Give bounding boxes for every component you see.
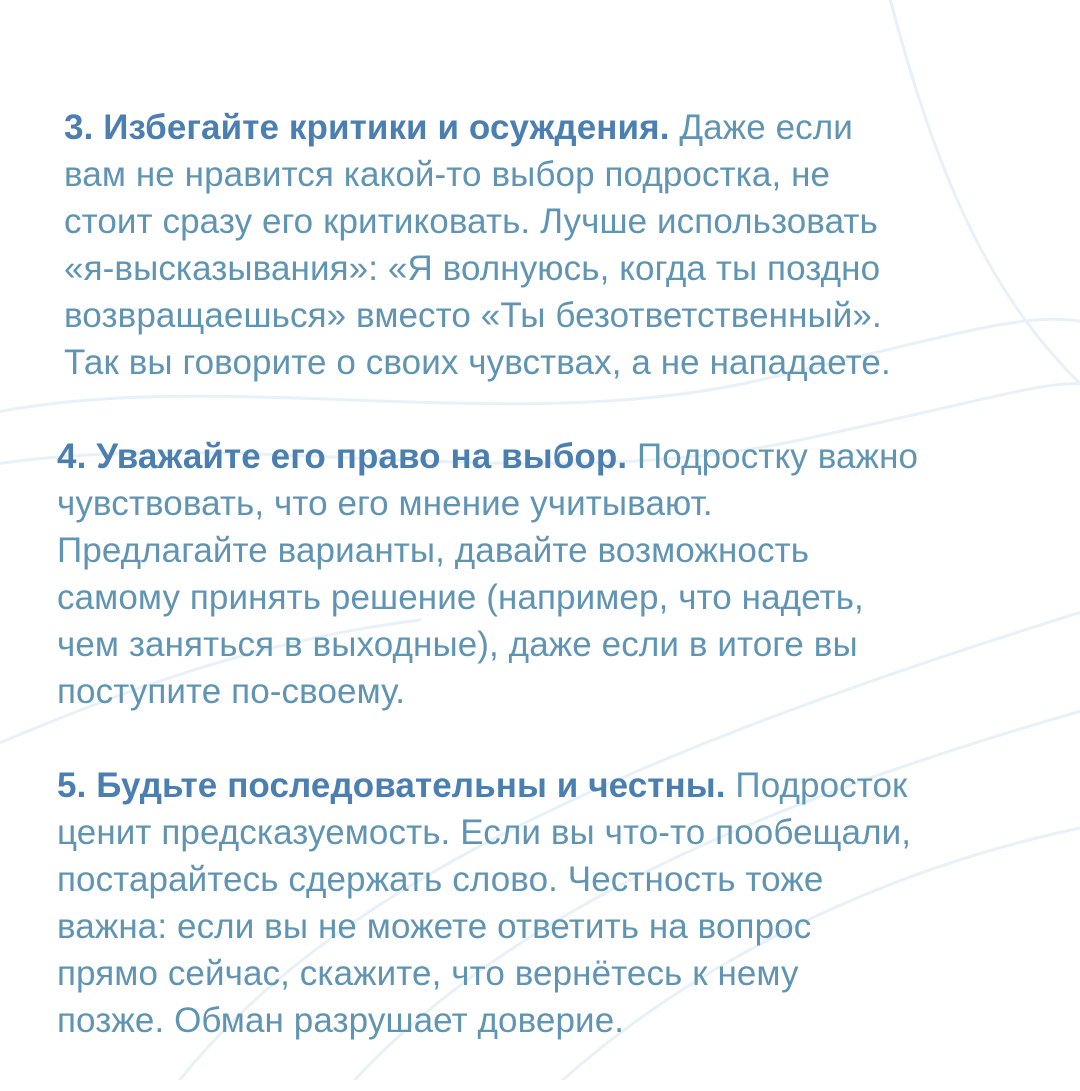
- tip-text: Подросток: [725, 766, 908, 805]
- tip-text-line: самому принять решение (например, что надеть,: [57, 578, 864, 617]
- tip-text-line: возвращаешься» вместо «Ты безответственный».: [64, 296, 882, 335]
- tip-heading: 4. Уважайте его право на выбор.: [57, 437, 628, 476]
- tip-text-line: важна: если вы не можете ответить на вопрос: [57, 907, 812, 946]
- tip-first-line: [64, 104, 1047, 151]
- tip-text-line: Предлагайте варианты, давайте возможность: [57, 531, 810, 570]
- tip-first-line: [57, 762, 1047, 809]
- article-content: [57, 104, 1047, 1091]
- tip-text-line: Так вы говорите о своих чувствах, а не нападаете.: [64, 343, 891, 382]
- tip-4: [57, 433, 1047, 715]
- tip-heading: 5. Будьте последовательны и честны.: [57, 766, 726, 805]
- tip-text-line: постарайтесь сдержать слово. Честность тоже: [57, 860, 824, 899]
- tip-text-line: чем заняться в выходные), даже если в итоге вы: [57, 625, 858, 664]
- tip-text-line: прямо сейчас, скажите, что вернётесь к нему: [57, 954, 799, 993]
- tip-text-line: «я-высказывания»: «Я волнуюсь, когда ты поздно: [64, 249, 881, 288]
- tip-first-line: [57, 433, 1047, 480]
- tip-5: [57, 762, 1047, 1044]
- tip-text-line: ценит предсказуемость. Если вы что-то пообещали,: [57, 813, 912, 852]
- tip-text-line: чувствовать, что его мнение учитывают.: [57, 484, 713, 523]
- tip-text-line: поступите по-своему.: [57, 672, 406, 711]
- tip-text-line: вам не нравится какой-то выбор подростка, не: [64, 155, 831, 194]
- tip-heading: 3. Избегайте критики и осуждения.: [64, 108, 670, 147]
- tip-text-line: стоит сразу его критиковать. Лучше использовать: [64, 202, 878, 241]
- tip-3: [57, 104, 1047, 386]
- tip-text-line: позже. Обман разрушает доверие.: [57, 1001, 625, 1040]
- tip-text: Даже если: [669, 108, 853, 147]
- tip-text: Подростку важно: [627, 437, 919, 476]
